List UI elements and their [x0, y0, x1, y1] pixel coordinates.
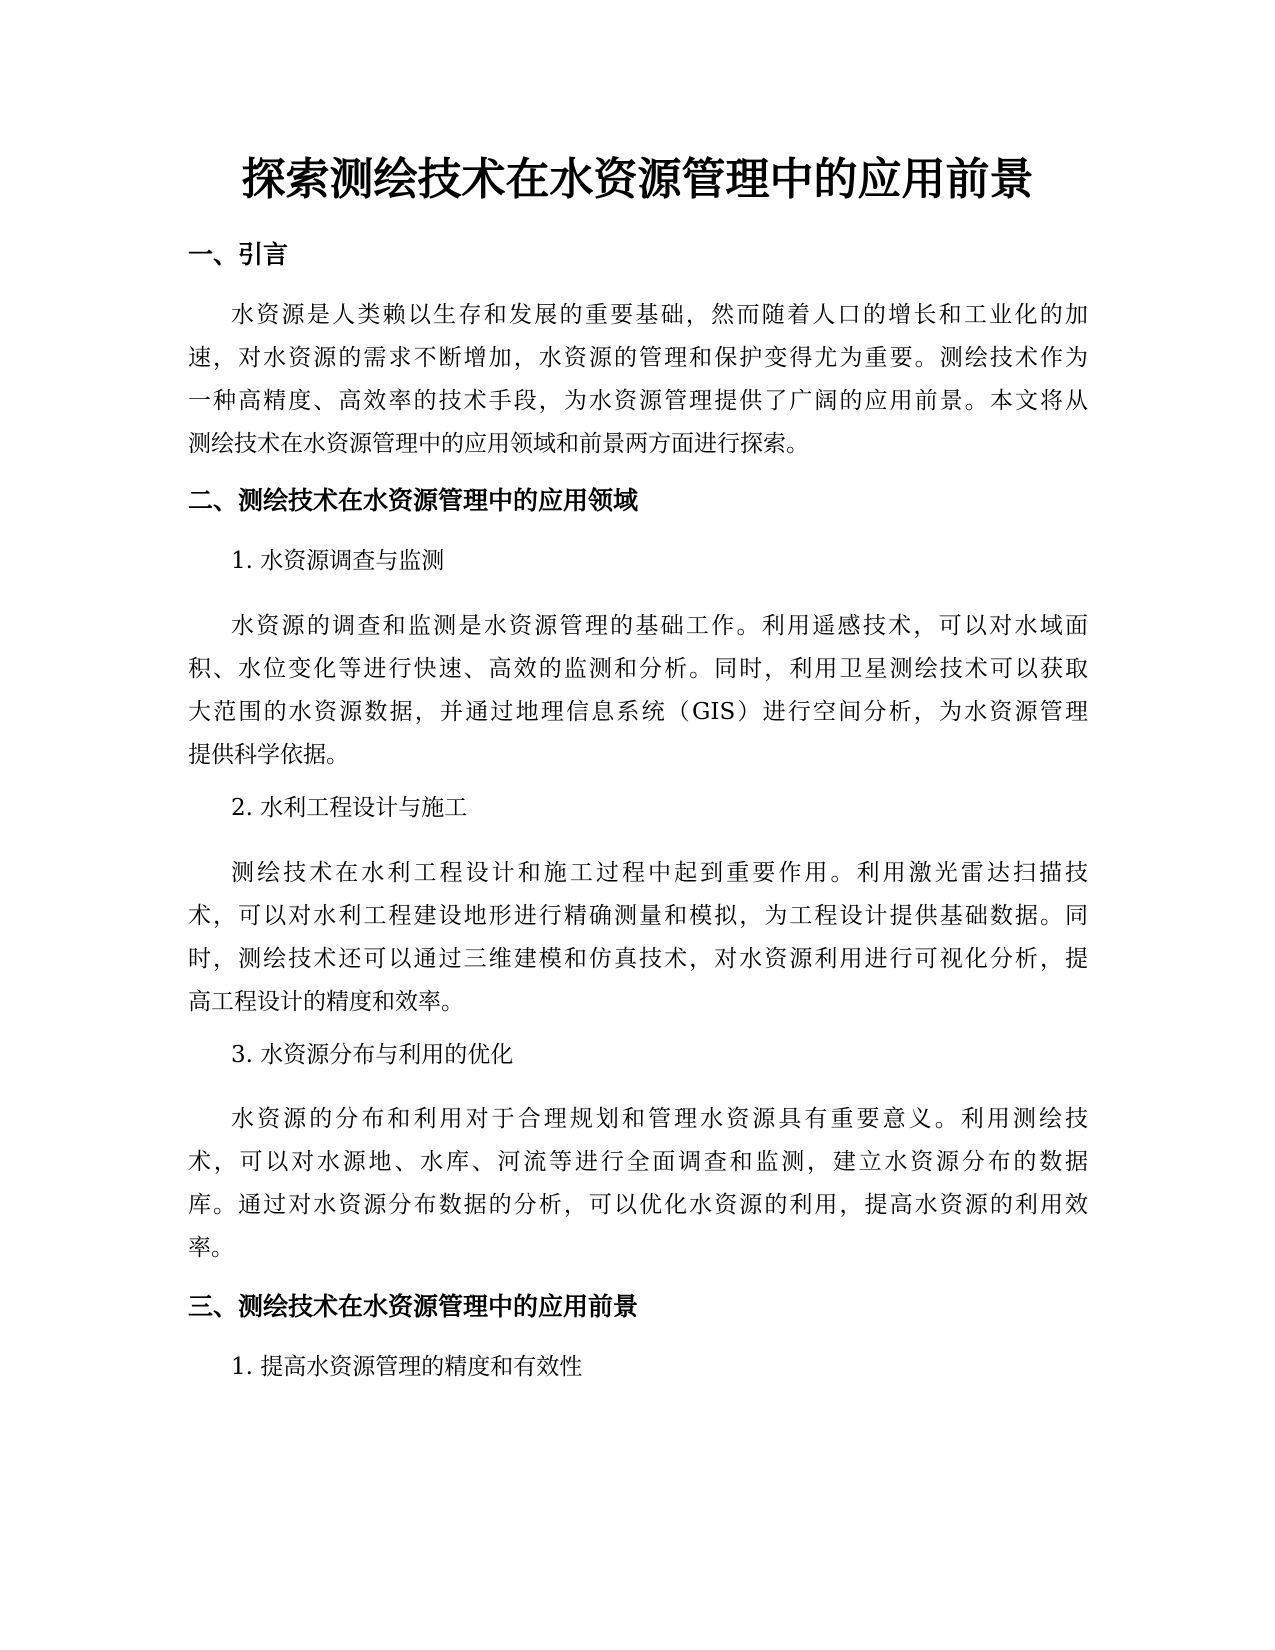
paragraph-line: 库。通过对水资源分布数据的分析，可以优化水资源的利用，提高水资源的利用效 [188, 1192, 1088, 1218]
subheading-hydraulic-engineering: 2. 水利工程设计与施工 [231, 795, 468, 821]
paragraph-line: 术，可以对水源地、水库、河流等进行全面调查和监测，建立水资源分布的数据 [188, 1149, 1088, 1175]
paragraph-line: 时，测绘技术还可以通过三维建模和仿真技术，对水资源利用进行可视化分析，提 [188, 946, 1088, 972]
paragraph-line: 水资源的分布和利用对于合理规划和管理水资源具有重要意义。利用测绘技 [231, 1106, 1088, 1132]
distribution-optimization-paragraph [188, 1098, 1088, 1270]
paragraph-line: 测绘技术在水资源管理中的应用领域和前景两方面进行探索。 [188, 431, 809, 457]
paragraph-line: 积、水位变化等进行快速、高效的监测和分析。同时，利用卫星测绘技术可以获取 [188, 656, 1088, 682]
section-heading-application-prospects: 三、测绘技术在水资源管理中的应用前景 [188, 1292, 639, 1321]
document-title: 探索测绘技术在水资源管理中的应用前景 [241, 154, 1034, 205]
paragraph-line: 测绘技术在水利工程设计和施工过程中起到重要作用。利用激光雷达扫描技 [231, 860, 1088, 886]
paragraph-line: 提供科学依据。 [188, 742, 349, 768]
hydraulic-engineering-paragraph [188, 852, 1088, 1024]
survey-monitoring-paragraph [188, 605, 1088, 777]
paragraph-line: 率。 [188, 1235, 234, 1261]
subheading-survey-monitoring: 1. 水资源调查与监测 [231, 548, 445, 574]
paragraph-line: 速，对水资源的需求不断增加，水资源的管理和保护变得尤为重要。测绘技术作为 [188, 345, 1088, 371]
intro-paragraph [188, 294, 1088, 466]
paragraph-line: 水资源的调查和监测是水资源管理的基础工作。利用遥感技术，可以对水域面 [231, 613, 1088, 639]
paragraph-line: 一种高精度、高效率的技术手段，为水资源管理提供了广阔的应用前景。本文将从 [188, 388, 1088, 414]
section-heading-application-fields: 二、测绘技术在水资源管理中的应用领域 [188, 486, 639, 515]
subheading-distribution-optimization: 3. 水资源分布与利用的优化 [231, 1042, 514, 1068]
paragraph-line: 大范围的水资源数据，并通过地理信息系统（GIS）进行空间分析，为水资源管理 [188, 699, 1088, 725]
paragraph-line: 水资源是人类赖以生存和发展的重要基础，然而随着人口的增长和工业化的加 [231, 302, 1088, 328]
paragraph-line: 高工程设计的精度和效率。 [188, 989, 464, 1015]
subheading-precision-effectiveness: 1. 提高水资源管理的精度和有效性 [231, 1354, 583, 1380]
paragraph-line: 术，可以对水利工程建设地形进行精确测量和模拟，为工程设计提供基础数据。同 [188, 903, 1088, 929]
section-heading-introduction: 一、引言 [188, 240, 289, 269]
